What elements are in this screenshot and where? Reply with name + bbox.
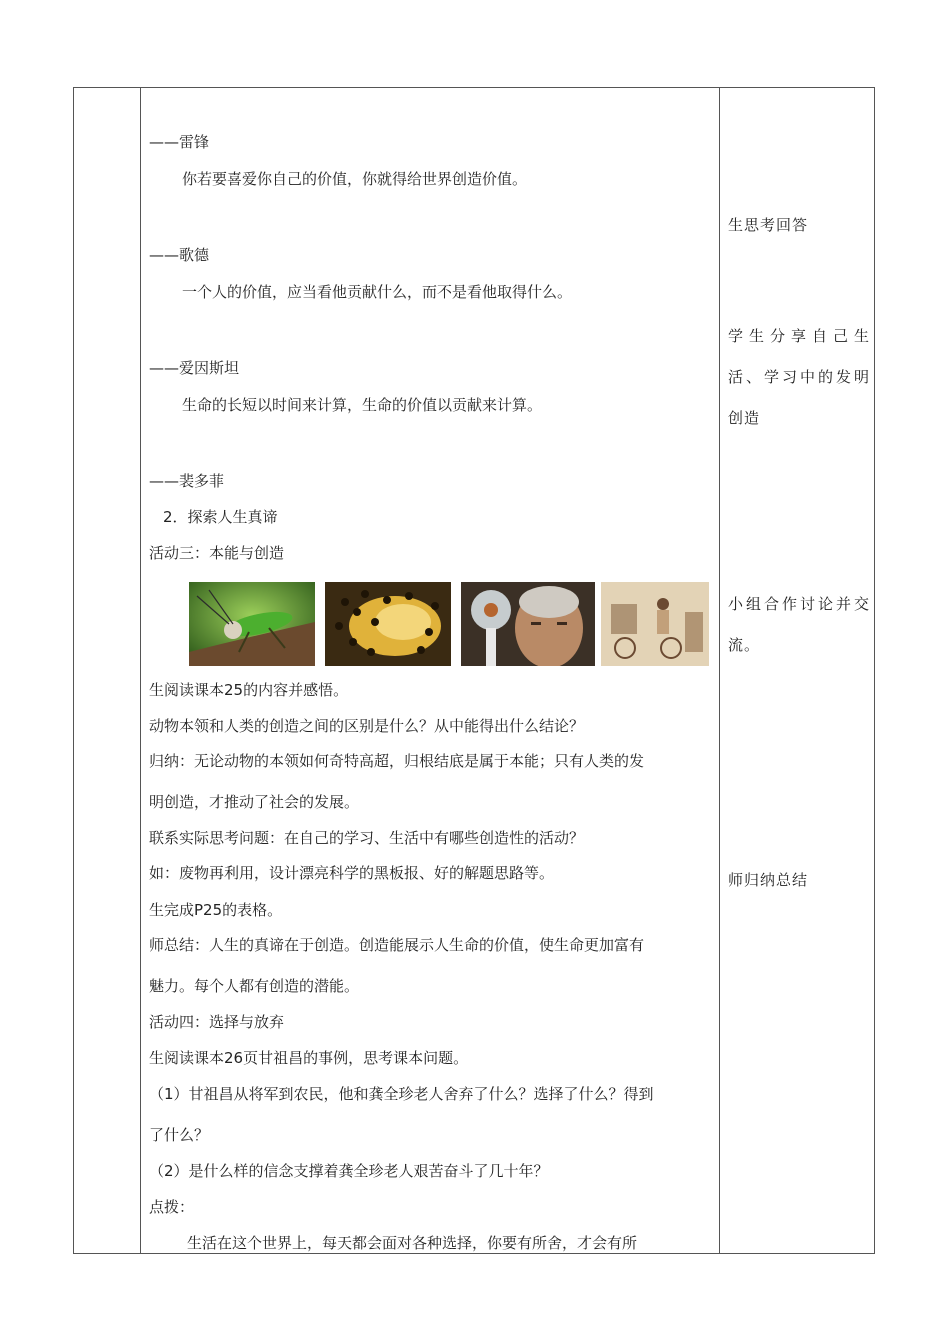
quote-author: ——爱因斯坦 [149,359,240,377]
column-divider-right [719,88,720,1253]
student-activity-column [728,88,870,1253]
activity-line: 师总结：人生的真谛在于创造。创造能展示人生命的价值，使生命更加富有 [149,936,645,954]
activity-image-strip [189,582,709,668]
side-note: 师归纳总结 [728,871,809,889]
activity-line: （1）甘祖昌从将军到农民，他和龚全珍老人舍弃了什么？选择了什么？得到 [149,1085,654,1103]
side-note: 生思考回答 [728,216,809,234]
teaching-content-column [149,88,717,1253]
activity-line: 点拨： [149,1198,195,1216]
quote-text: 一个人的价值，应当看他贡献什么，而不是看他取得什么。 [182,283,573,301]
activity-line: 如：废物再利用，设计漂亮科学的黑板报、好的解题思路等。 [149,864,555,882]
activity-line: 生阅读课本26页甘祖昌的事例，思考课本问题。 [149,1049,469,1067]
quote-author: ——歌德 [149,246,210,264]
activity-line: 归纳：无论动物的本领如何奇特高超，归根结底是属于本能；只有人类的发 [149,752,645,770]
bee-honeycomb-photo [325,582,451,666]
ancient-painting-photo [601,582,709,666]
activity-line: 生完成P25的表格。 [149,901,283,919]
activity-line: 了什么？ [149,1126,210,1144]
side-note: 小组合作讨论并交流。 [728,595,870,654]
activity-line: 联系实际思考问题：在自己的学习、生活中有哪些创造性的活动？ [149,829,585,847]
activity-line: 生活在这个世界上，每天都会面对各种选择，你要有所舍，才会有所 [187,1234,638,1252]
quote-text: 你若要喜爱你自己的价值，你就得给世界创造价值。 [182,170,528,188]
quote-text: 生命的长短以时间来计算，生命的价值以贡献来计算。 [182,396,543,414]
activity-line: 动物本领和人类的创造之间的区别是什么？从中能得出什么结论？ [149,717,585,735]
quote-author: ——雷锋 [149,133,210,151]
column-divider-left [140,88,141,1253]
edison-lightbulb-photo [461,582,595,666]
side-note: 学生分享自己生活、学习中的发明创造 [728,327,870,427]
activity-line: （2）是什么样的信念支撑着龚全珍老人艰苦奋斗了几十年？ [149,1162,549,1180]
lesson-plan-table [73,87,875,1254]
section-heading: 2．探索人生真谛 [163,508,278,526]
quote-author: ——裴多菲 [149,472,225,490]
grasshopper-photo [189,582,315,666]
activity-title: 活动四：选择与放弃 [149,1013,285,1031]
activity-line: 魅力。每个人都有创造的潜能。 [149,977,360,995]
activity-title: 活动三：本能与创造 [149,544,285,562]
activity-line: 生阅读课本25的内容并感悟。 [149,681,349,699]
activity-line: 明创造，才推动了社会的发展。 [149,793,360,811]
